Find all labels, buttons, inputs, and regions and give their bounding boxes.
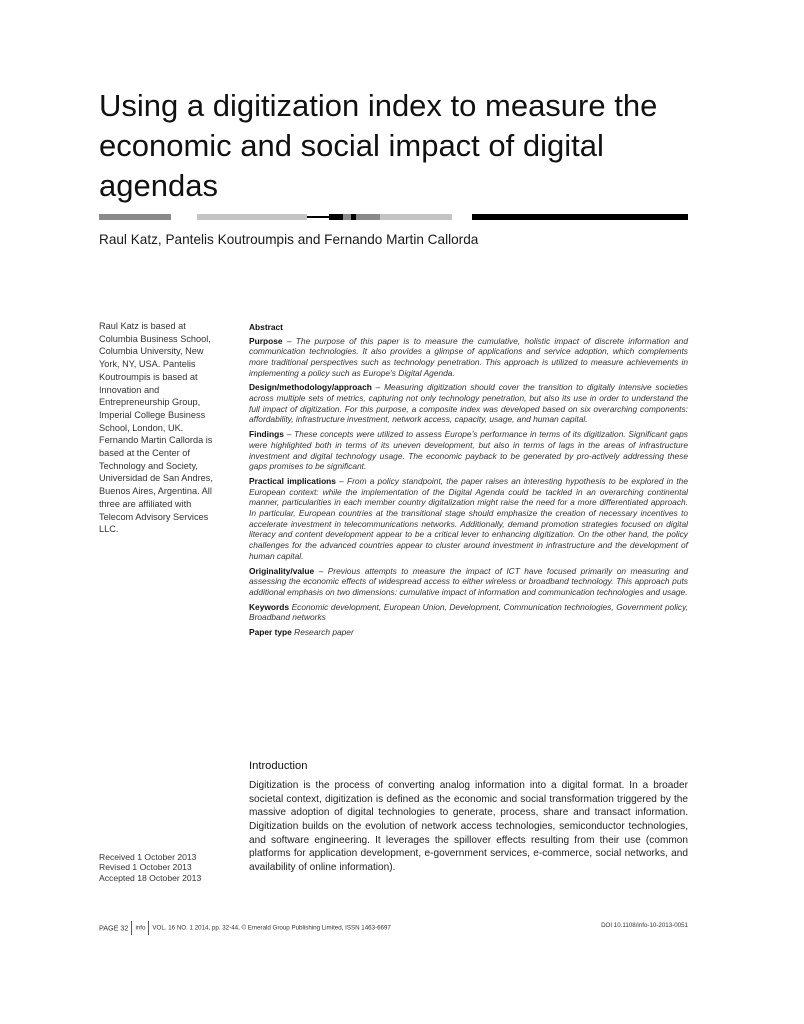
- paper-title: Using a digitization index to measure the economic and social impact of digital agendas: [99, 88, 658, 203]
- rule-segment: [472, 214, 688, 220]
- submission-dates: [99, 852, 239, 883]
- section-text: The purpose of this paper is to measure the cumulative, holistic impact of discrete information and communication technologies. It also provides a glimpse of applications and service adoption, which complements more traditional perspectives such as technology penetration. This approach is utilized to measure achievements in implementing a policy such as Europe’s Digital Agenda.: [249, 335, 689, 378]
- rule-segment: [171, 214, 197, 220]
- section-label: Purpose: [249, 335, 283, 346]
- rule-segment: [307, 216, 329, 218]
- section-label: Paper type: [249, 627, 292, 638]
- footer-citation-block: [99, 921, 391, 935]
- accepted-date: Accepted 18 October 2013: [99, 872, 202, 883]
- rule-segment: [356, 214, 380, 220]
- section-label: Design/methodology/approach: [249, 382, 372, 393]
- author-affiliations: [99, 320, 219, 536]
- introduction-paragraph: Digitization is the process of converting analog information into a digital format. In a broader societal context, digitization is defined as the economic and social transformation triggered by the massive adoption of digital technologies to generate, process, share and transact information. Digitization builds on the evolution of network access technologies, semiconductor technologies, and software engineering. It leverages the spillover effects resulting from their use (common platforms for application development, e-government services, e-commerce, social networks, and availability of online information).: [249, 780, 688, 873]
- page-number: PAGE 32: [99, 923, 129, 933]
- abstract-design: Design/methodology/approach – Measuring digitization should cover the transition to digitally intensive societies across multiple sets of metrics, capturing not only technology penetration, but also its use in order to understand the full impact of digitization. For this purpose, a composite index was developed based on six overarching components: affordability, infrastructure investment, network access, capacity, usage, and human capital.: [249, 382, 688, 425]
- section-text: Economic development, European Union, Development, Communication technologies, Government policy, Broadband networks: [249, 601, 688, 623]
- section-text: These concepts were utilized to assess Europe’s performance in terms of its digitization. Significant gaps were highlighted both in terms of its uneven development, but also in terms of lags in the areas of infrastructure investment and digital technology usage. The economic payback to be generated by pro-actively addressing these gaps promises to be significant.: [249, 429, 688, 472]
- section-text: Previous attempts to measure the impact of ICT have focused primarily on measuring and assessing the economic effects of widespread access to either wireless or broadband technology. This approach puts additional emphasis on two dimensions: cumulative impact of information and communication technologies and usage.: [249, 565, 688, 597]
- abstract-paper-type: [249, 627, 688, 638]
- abstract-practical: Practical implications – From a policy standpoint, the paper raises an interesting hypothesis to be explored in the European context: while the implementation of the Digital Agenda could be tackled in an overarching continental manner, particularities in each member country digitalization might raise the need for a more differentiated approach. In particular, European countries at the transitional stage should emphasize the creation of necessary incentives to accelerate investment in telecommunications networks. Additionally, demand promotion strategies focused on digital literacy and content development appear to be a critical lever to enhancing digitization. On the other hand, the policy challenges for the advanced countries appear to cluster around investment in infrastructure and the development of human capital.: [249, 476, 688, 561]
- section-text: Research paper: [294, 627, 354, 638]
- section-label: Findings: [249, 429, 284, 440]
- footer-divider: [148, 921, 149, 935]
- rule-segment: [452, 214, 472, 220]
- abstract-originality: Originality/value – Previous attempts to measure the impact of ICT have focused primarily on measuring and assessing the economic effects of widespread access to either wireless or broadband technology. This approach puts additional emphasis on two dimensions: cumulative impact of information and communication technologies and usage.: [249, 565, 688, 597]
- section-label: Originality/value: [249, 565, 315, 576]
- footer-divider: [131, 921, 132, 935]
- author-list: Raul Katz, Pantelis Koutroumpis and Fernando Martin Callorda: [99, 232, 479, 247]
- rule-segment: [99, 214, 171, 220]
- page-footer: [99, 919, 688, 933]
- rule-segment: [197, 214, 307, 220]
- received-date: Received 1 October 2013: [99, 852, 197, 862]
- affiliation-text: Raul Katz is based at Columbia Business School, Columbia University, New York, NY, USA. Pantelis Koutroumpis is based at Innovation and Entrepreneurship Group, Imperial College Business School, London, UK. Fernando Martin Callorda is based at the Center of Technology and Society, Universidad de San Andres, Buenos Aires, Argentina. All three are affiliated with Telecom Advisory Services LLC.: [99, 321, 213, 535]
- abstract-keywords: [249, 602, 688, 623]
- abstract: [249, 322, 688, 642]
- abstract-purpose: Purpose – The purpose of this paper is to measure the cumulative, holistic impact of discrete information and communication technologies. It also provides a glimpse of applications and service adoption, which complements more traditional perspectives such as technology penetration. This approach is utilized to measure achievements in implementing a policy such as Europe’s Digital Agenda.: [249, 335, 689, 378]
- abstract-heading: Abstract: [249, 322, 283, 332]
- rule-segment: [329, 214, 343, 220]
- section-label: Practical implications: [249, 476, 336, 487]
- section-text: From a policy standpoint, the paper raises an interesting hypothesis to be explored in the European context: while the implementation of the Digital Agenda could be tackled in an overarching continental manner, particularities in each member country digitalization might raise the need for a more differentiated approach. In particular, European countries at the transitional stage should emphasize the creation of necessary incentives to accelerate investment in telecommunications networks. Additionally, demand promotion strategies focused on digital literacy and content development appear to be a critical lever to enhancing digitization. On the other hand, the policy challenges for the advanced countries appear to cluster around investment in infrastructure and the development of human capital.: [249, 476, 688, 561]
- revised-date: Revised 1 October 2013: [99, 862, 192, 873]
- section-label: Keywords: [249, 601, 290, 612]
- abstract-findings: Findings – These concepts were utilized to assess Europe’s performance in terms of its digitization. Significant gaps were highlighted both in terms of its uneven development, but also in terms of lags in the areas of infrastructure investment and digital technology usage. The economic payback to be generated by pro-actively addressing these gaps promises to be significant.: [249, 429, 688, 472]
- rule-segment: [380, 214, 452, 220]
- section-text: Measuring digitization should cover the transition to digitally intensive societies across multiple sets of metrics, capturing not only technology penetration, but also its use in order to understand the full impact of digitization. For this purpose, a composite index was developed based on six overarching components: affordability, infrastructure investment, network access, capacity, usage, and human capital.: [249, 382, 688, 425]
- introduction-heading: Introduction: [249, 760, 308, 772]
- journal-citation: VOL. 16 NO. 1 2014, pp. 32-44, © Emerald Group Publishing Limited, ISSN 1463-6697: [152, 924, 391, 932]
- rule-segment: [343, 214, 351, 220]
- doi-text: DOI 10.1108/info-10-2013-0051: [601, 922, 688, 929]
- journal-tag: info: [135, 924, 146, 932]
